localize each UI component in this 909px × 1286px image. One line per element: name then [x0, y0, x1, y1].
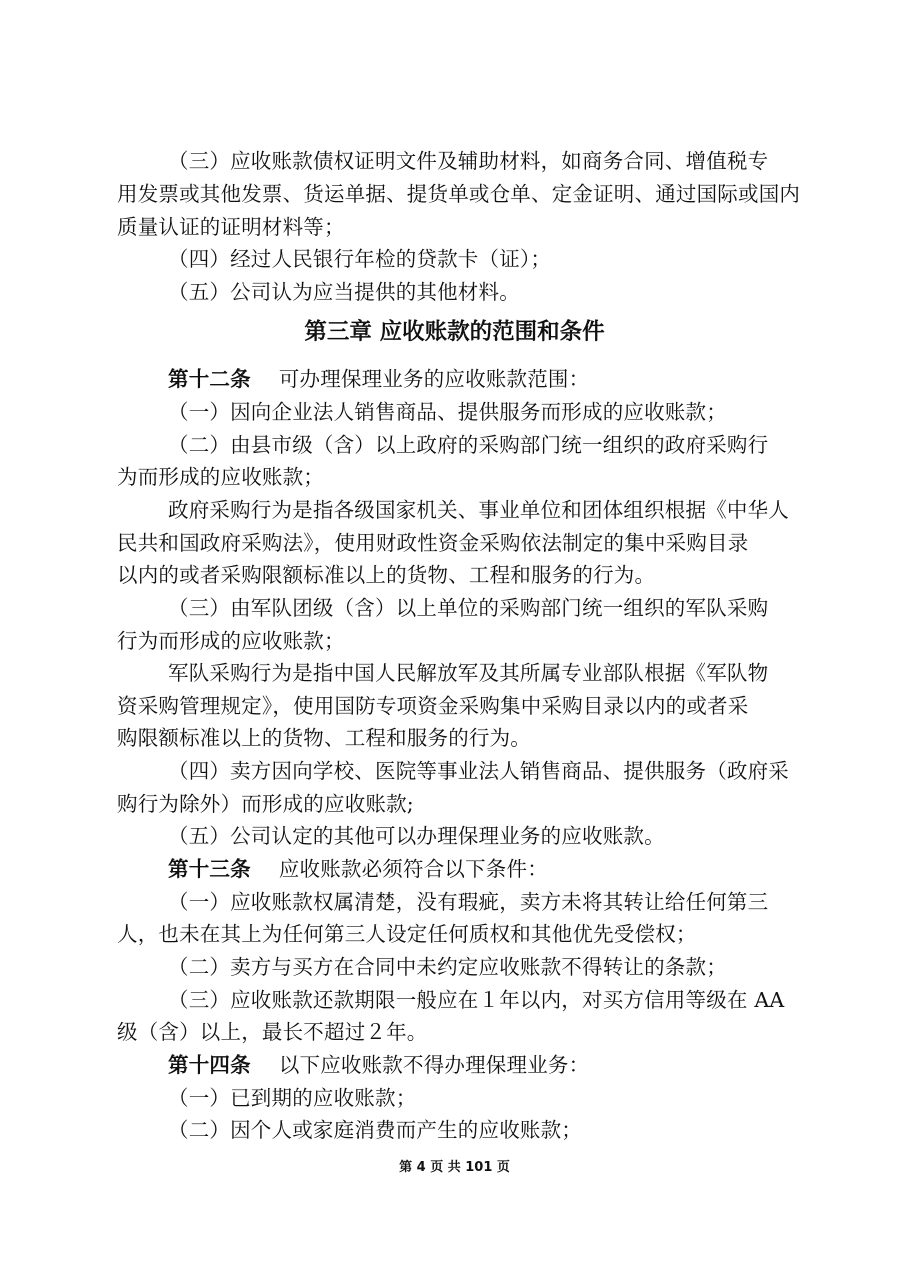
paragraph-line: 用发票或其他发票、货运单据、提货单或仓单、定金证明、通过国际或国内 [117, 182, 801, 206]
paragraph-line: （四）卖方因向学校、医院等事业法人销售商品、提供服务（政府采 [168, 759, 789, 783]
paragraph-line: 政府采购行为是指各级国家机关、事业单位和团体组织根据《中华人 [168, 498, 789, 522]
article-heading [168, 363, 798, 395]
paragraph-line: （五）公司认为应当提供的其他材料。 [168, 280, 520, 304]
paragraph-line: 级（含）以上，最长不超过２年。 [117, 1020, 428, 1044]
paragraph-line: （二）卖方与买方在合同中未约定应收账款不得转让的条款； [168, 955, 727, 979]
paragraph-line: 人，也未在其上为任何第三人设定任何质权和其他优先受偿权； [117, 922, 697, 946]
paragraph-line: （五）公司认定的其他可以办理保理业务的应收账款。 [168, 824, 665, 848]
article-label: 第十四条 [168, 1053, 251, 1077]
article-label: 第十二条 [168, 367, 251, 391]
paragraph-line: 购行为除外）而形成的应收账款; [117, 792, 414, 816]
paragraph-line: 为而形成的应收账款； [117, 465, 324, 489]
paragraph-line: （二）由县市级（含）以上政府的采购部门统一组织的政府采购行 [168, 433, 769, 457]
chapter-title: 第三章 应收账款的范围和条件 [304, 319, 605, 345]
paragraph-line: （三）应收账款还款期限一般应在１年以内，对买方信用等级在 AA [168, 988, 785, 1012]
page-footer: 第 4 页 共 101 页 [399, 1160, 510, 1175]
article-text: 应收账款必须符合以下条件： [278, 857, 548, 881]
paragraph-line: 购限额标准以上的货物、工程和服务的行为。 [117, 726, 531, 750]
paragraph-line: 以内的或者采购限额标准以上的货物、工程和服务的行为。 [117, 563, 656, 587]
article-text: 可办理保理业务的应收账款范围： [278, 367, 590, 391]
article-heading [168, 853, 798, 885]
paragraph-line: （二）因个人或家庭消费而产生的应收账款； [168, 1118, 582, 1142]
paragraph-line: 军队采购行为是指中国人民解放军及其所属专业部队根据《军队物 [168, 661, 769, 685]
paragraph-line: （一）已到期的应收账款； [168, 1086, 417, 1110]
paragraph-line: 资采购管理规定》，使用国防专项资金采购集中采购目录以内的或者采 [117, 694, 749, 718]
article-text: 以下应收账款不得办理保理业务： [278, 1053, 590, 1077]
paragraph-line: （四）经过人民银行年检的贷款卡（证）； [168, 247, 552, 271]
paragraph-line: （三）由军队团级（含）以上单位的采购部门统一组织的军队采购 [168, 596, 769, 620]
paragraph-line: 民共和国政府采购法》，使用财政性资金采购依法制定的集中采购目录 [117, 531, 749, 555]
paragraph-line: 质量认证的证明材料等； [117, 215, 345, 239]
paragraph-line: （一）因向企业法人销售商品、提供服务而形成的应收账款； [168, 400, 727, 424]
paragraph-line: （一）应收账款权属清楚，没有瑕疵，卖方未将其转让给任何第三 [168, 890, 769, 914]
paragraph-line: 行为而形成的应收账款； [117, 629, 345, 653]
article-heading [168, 1049, 798, 1081]
paragraph-line: （三）应收账款债权证明文件及辅助材料，如商务合同、增值税专 [168, 149, 769, 173]
article-label: 第十三条 [168, 857, 251, 881]
